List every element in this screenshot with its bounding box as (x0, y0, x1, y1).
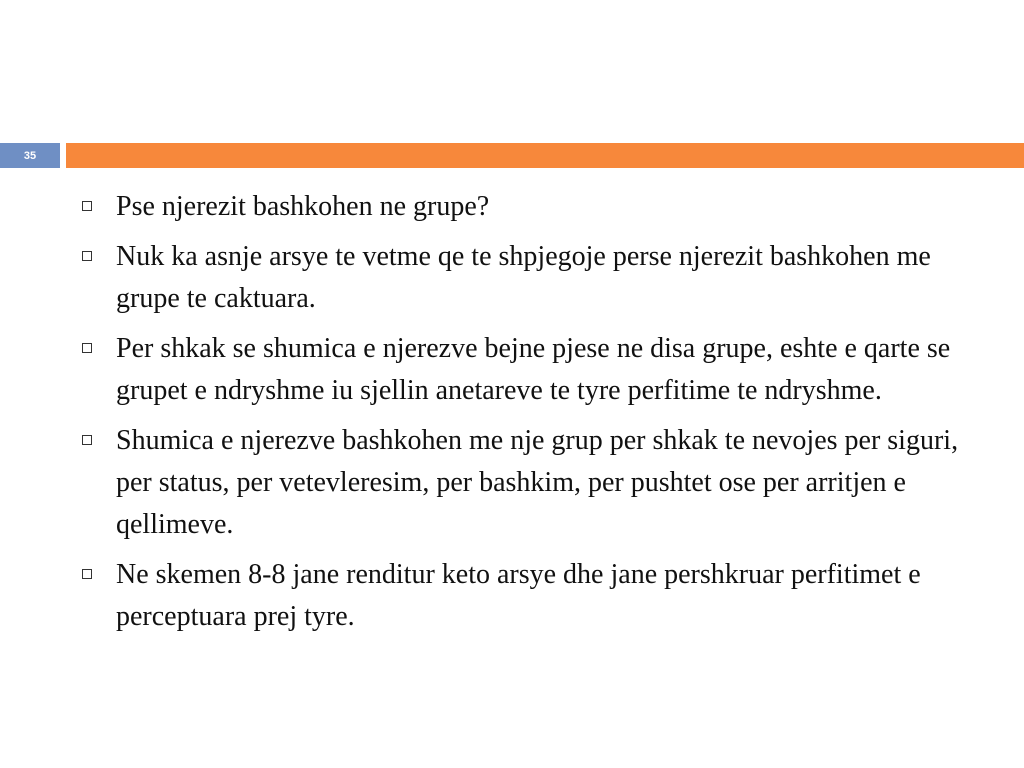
bullet-list (78, 186, 978, 638)
square-bullet-icon (82, 201, 92, 211)
bullet-item (78, 236, 978, 320)
page-number-badge (0, 143, 60, 168)
bullet-text: Nuk ka asnje arsye te vetme qe te shpjegoje perse njerezit bashkohen me grupe te caktuara. (116, 241, 931, 314)
page-number: 35 (23, 149, 37, 162)
square-bullet-icon (82, 251, 92, 261)
bullet-item (78, 554, 978, 638)
bullet-text: Pse njerezit bashkohen ne grupe? (116, 191, 490, 222)
square-bullet-icon (82, 343, 92, 353)
header-accent-bar (66, 143, 1024, 168)
bullet-text: Shumica e njerezve bashkohen me nje grup per shkak te nevojes per siguri, per status, per vetevleresim, per bashkim, per pushtet ose per arritjen e qellimeve. (116, 425, 959, 540)
bullet-item (78, 420, 978, 546)
square-bullet-icon (82, 435, 92, 445)
square-bullet-icon (82, 569, 92, 579)
slide-body (78, 186, 978, 646)
bullet-text: Ne skemen 8-8 jane renditur keto arsye dhe jane pershkruar perfitimet e perceptuara prej tyre. (116, 559, 921, 632)
bullet-item (78, 186, 978, 228)
bullet-text: Per shkak se shumica e njerezve bejne pjese ne disa grupe, eshte e qarte se grupet e ndryshme iu sjellin anetareve te tyre perfitime te ndryshme. (116, 333, 951, 406)
bullet-item (78, 328, 978, 412)
